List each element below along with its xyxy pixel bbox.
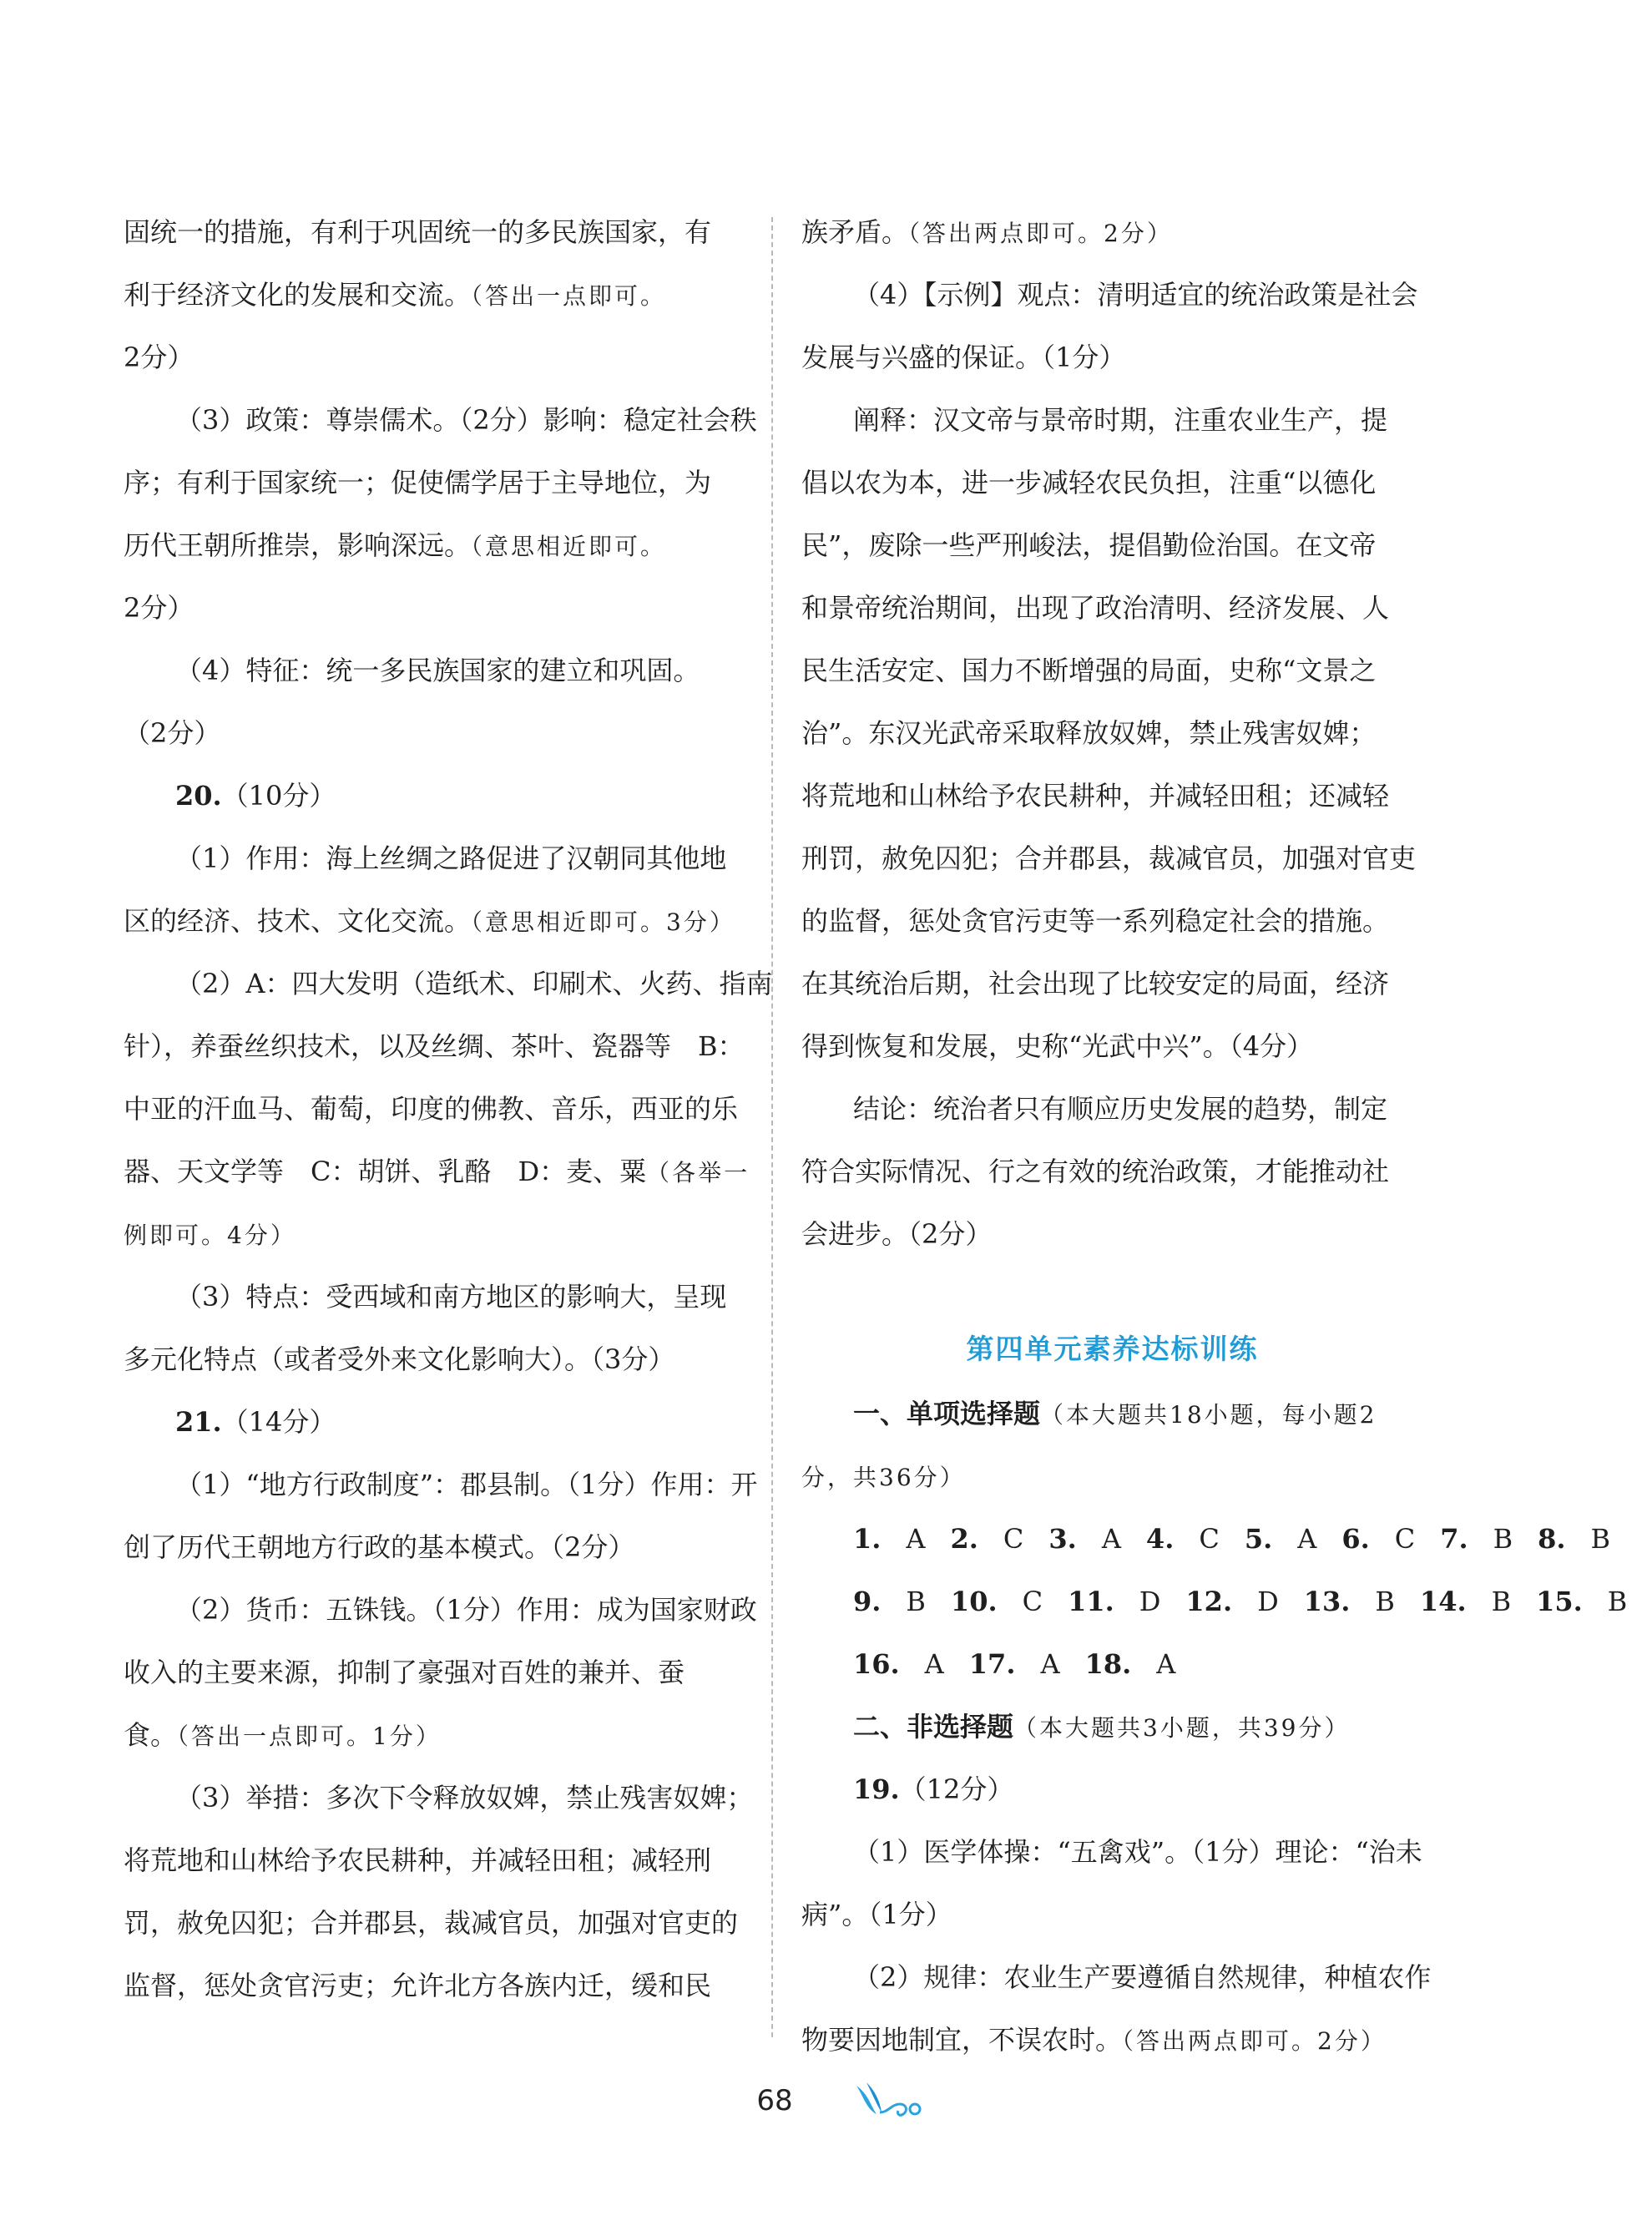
left_column-line — [124, 1585, 757, 1647]
answer-item — [1146, 1514, 1220, 1564]
left_column-line — [124, 959, 773, 1021]
answer-choice: B — [906, 1586, 926, 1617]
left_column-line — [124, 1647, 745, 1710]
answer-number: 18. — [1084, 1648, 1132, 1680]
part1-heading-bold: 一、单项选择题 — [853, 1398, 1041, 1429]
line-text: （1）“地方行政制度”：郡县制。（1分）作用：开 — [175, 1469, 758, 1500]
right_column_top-line — [801, 645, 1423, 708]
answer-number: 13. — [1303, 1586, 1351, 1617]
right_column_top-line — [801, 270, 1423, 332]
left_column-line — [124, 1021, 745, 1084]
line-text: 发展与兴盛的保证。（1分） — [801, 341, 1126, 373]
line-text: （1）作用：海上丝绸之路促进了汉朝同其他地 — [175, 842, 727, 874]
answer-choice: B — [1491, 1586, 1512, 1617]
line-text: 民生活安定、国力不断增强的局面，史称“文景之 — [801, 655, 1377, 686]
answer-item — [853, 1639, 944, 1689]
answer-item — [1304, 1576, 1395, 1626]
line-text: 得到恢复和发展，史称“光武中兴”。（4分） — [801, 1030, 1314, 1062]
answer-item — [1185, 1576, 1278, 1626]
answer-item — [951, 1576, 1043, 1626]
answer-item — [1245, 1514, 1317, 1564]
answer-item — [969, 1639, 1060, 1689]
right_column_bottom-line — [801, 1890, 1423, 1952]
answer-number: 4. — [1145, 1523, 1175, 1555]
answer-choice: C — [1199, 1523, 1220, 1555]
answer-number: 3. — [1048, 1523, 1077, 1555]
line-text: 结论：统治者只有顺应历史发展的趋势，制定 — [853, 1093, 1388, 1125]
line-text: （3）特点：受西域和南方地区的影响大，呈现 — [175, 1281, 727, 1313]
left_column-line — [124, 1522, 745, 1585]
left_column-line — [124, 1835, 745, 1898]
answer-choice: A — [1297, 1523, 1317, 1555]
answer-row — [801, 1639, 1423, 1702]
question-number: 20. — [175, 780, 222, 812]
right-column-top — [801, 207, 1423, 1272]
answer-item — [1048, 1514, 1121, 1564]
part1-heading-note: （本大题共18小题，每小题2 — [1040, 1401, 1377, 1429]
line-text: （2）A：四大发明（造纸术、印刷术、火药、指南 — [175, 968, 773, 999]
left_column-line — [124, 896, 745, 959]
left_column-line — [124, 771, 745, 833]
right_column_bottom-line — [801, 1764, 1423, 1827]
answer-item — [1085, 1639, 1176, 1689]
section-title: 第四单元素养达标训练 — [966, 1333, 1259, 1365]
line-text: （10分） — [221, 780, 336, 812]
answer-choice: B — [1590, 1523, 1611, 1555]
swirl-logo-icon — [851, 2079, 927, 2121]
answer-choice: B — [1493, 1523, 1513, 1555]
left_column-line — [124, 1773, 754, 1835]
right_column_bottom-line — [801, 2015, 1423, 2077]
answer-number: 8. — [1538, 1523, 1566, 1555]
left_column-line — [124, 1960, 745, 2023]
line-note: （答出一点即可。1分） — [177, 1723, 442, 1750]
line-text: 2分） — [124, 592, 195, 624]
right_column_top-line — [801, 395, 1423, 458]
answer-item — [1341, 1514, 1415, 1564]
line-text: （14分） — [221, 1406, 336, 1438]
line-text: 序；有利于国家统一；促使儒学居于主导地位，为 — [124, 467, 712, 498]
line-text: 利于经济文化的发展和交流。 — [124, 279, 472, 311]
left_column-line — [124, 1334, 745, 1397]
answer-choice: C — [1394, 1523, 1416, 1555]
left_column-line — [124, 1272, 745, 1334]
left_column-line — [124, 1084, 745, 1146]
question-number: 19. — [853, 1773, 900, 1805]
answer-number: 11. — [1068, 1586, 1114, 1617]
answer-choice: B — [1375, 1586, 1395, 1617]
answer-number: 17. — [968, 1648, 1016, 1680]
answer-number: 14. — [1419, 1586, 1467, 1617]
line-text: 阐释：汉文帝与景帝时期，注重农业生产，提 — [853, 404, 1388, 436]
page-number: 68 — [756, 2084, 793, 2117]
answer-row — [801, 1576, 1628, 1639]
part1-heading-cont — [801, 1451, 1423, 1514]
line-text: （2）规律：农业生产要遵循自然规律，种植农作 — [853, 1961, 1432, 1993]
left-column — [124, 207, 773, 2023]
line-text: （2分） — [124, 717, 221, 749]
line-text: 器、天文学等 C：胡饼、乳酪 D：麦、粟 — [124, 1156, 647, 1187]
left_column-line — [124, 270, 745, 332]
line-text: 的监督，惩处贪官污吏等一系列稳定社会的措施。 — [801, 905, 1390, 937]
line-text: 中亚的汗血马、葡萄，印度的佛教、音乐，西亚的乐 — [124, 1093, 739, 1125]
line-text: 病”。（1分） — [801, 1899, 952, 1930]
right_column_top-line — [801, 520, 1423, 583]
answer-item — [1440, 1514, 1513, 1564]
right_column_top-line — [801, 896, 1423, 959]
answer-number: 16. — [853, 1648, 900, 1680]
line-text: （3）政策：尊崇儒术。（2分）影响：稳定社会秩 — [175, 404, 757, 436]
line-text: 刑罚，赦免囚犯；合并郡县，裁减官员，加强对官吏 — [801, 842, 1417, 874]
left_column-line — [124, 1146, 750, 1209]
answer-item — [1420, 1576, 1511, 1626]
column-divider — [771, 217, 773, 2037]
line-text: 创了历代王朝地方行政的基本模式。（2分） — [124, 1531, 635, 1563]
answer-number: 9. — [853, 1586, 882, 1617]
line-text: （2）货币：五铢钱。（1分）作用：成为国家财政 — [175, 1594, 757, 1626]
answer-number: 10. — [950, 1586, 998, 1617]
left_column-line — [124, 583, 745, 645]
left_column-line — [124, 207, 745, 270]
right-column-bottom — [801, 1764, 1432, 2077]
right_column_bottom-line — [801, 1827, 1423, 1890]
left_column-line — [124, 645, 745, 708]
line-note: （意思相近即可。 — [471, 533, 667, 560]
line-note: （各举一 — [646, 1159, 750, 1186]
right_column_top-line — [801, 1146, 1423, 1209]
line-text: 多元化特点（或者受外来文化影响大）。（3分） — [124, 1343, 675, 1375]
line-text: 食。 — [124, 1719, 178, 1751]
answer-choice: A — [924, 1648, 944, 1680]
right_column_bottom-line — [801, 1952, 1432, 2015]
line-text: 2分） — [124, 341, 195, 373]
answer-number: 1. — [853, 1523, 882, 1555]
answer-row — [801, 1514, 1611, 1576]
line-text: 历代王朝所推崇，影响深远。 — [124, 529, 472, 561]
left_column-line — [124, 1209, 745, 1272]
right_column_top-line — [801, 1084, 1423, 1146]
answer-item — [1538, 1514, 1610, 1564]
answer-number: 2. — [950, 1523, 978, 1555]
part2-heading-note: （本大题共3小题，共39分） — [1013, 1714, 1351, 1742]
answer-number: 6. — [1341, 1523, 1370, 1555]
line-text: （3）举措：多次下令释放奴婢，禁止残害奴婢； — [175, 1782, 754, 1814]
answer-key — [801, 1514, 1628, 1702]
line-text: （12分） — [899, 1773, 1014, 1805]
line-text: 针），养蚕丝织技术，以及丝绸、茶叶、瓷器等 B： — [124, 1030, 745, 1062]
line-note: 例即可。4分） — [124, 1222, 296, 1249]
line-text: 在其统治后期，社会出现了比较安定的局面，经济 — [801, 968, 1390, 999]
answer-choice: A — [1156, 1648, 1176, 1680]
right_column_top-line — [801, 332, 1423, 395]
line-text: 监督，惩处贪官污吏；允许北方各族内迁，缓和民 — [124, 1970, 712, 2001]
right_column_top-line — [801, 708, 1423, 771]
answer-number: 12. — [1185, 1586, 1233, 1617]
answer-number: 15. — [1536, 1586, 1583, 1617]
line-text: 会进步。（2分） — [801, 1218, 993, 1250]
line-text: 民”，废除一些严刑峻法，提倡勤俭治国。在文帝 — [801, 529, 1377, 561]
line-text: 固统一的措施，有利于巩固统一的多民族国家，有 — [124, 216, 712, 248]
line-text: 和景帝统治期间，出现了政治清明、经济发展、人 — [801, 592, 1390, 624]
left_column-line — [124, 1460, 758, 1522]
answer-choice: A — [1040, 1648, 1060, 1680]
answer-choice: A — [1101, 1523, 1121, 1555]
answer-item — [1068, 1576, 1160, 1626]
line-text: 治”。东汉光武帝采取释放奴婢，禁止残害奴婢； — [801, 717, 1377, 749]
right_column_top-line — [801, 959, 1423, 1021]
part1-heading — [801, 1389, 1423, 1451]
answer-item — [853, 1576, 926, 1626]
answer-number: 7. — [1440, 1523, 1468, 1555]
right_column_top-line — [801, 207, 1423, 270]
part2-heading — [801, 1702, 1423, 1764]
line-text: （4）【示例】观点：清明适宜的统治政策是社会 — [853, 279, 1418, 311]
left_column-line — [124, 395, 757, 458]
line-text: 物要因地制宜，不误农时。 — [801, 2024, 1123, 2056]
left_column-line — [124, 833, 745, 896]
right_column_top-line — [801, 833, 1423, 896]
left_column-line — [124, 1710, 745, 1773]
answer-choice: A — [906, 1523, 926, 1555]
line-text: 罚，赦免囚犯；合并郡县，裁减官员，加强对官吏的 — [124, 1907, 739, 1939]
answer-choice: B — [1607, 1586, 1628, 1617]
left_column-line — [124, 1397, 745, 1460]
left_column-line — [124, 1898, 745, 1960]
line-note: （答出两点即可。2分） — [908, 220, 1173, 247]
line-note: （意思相近即可。3分） — [471, 908, 735, 936]
answer-item — [1536, 1576, 1627, 1626]
right_column_top-line — [801, 1209, 1423, 1272]
part1-heading-cont-text: 分，共36分） — [801, 1464, 966, 1491]
line-text: 符合实际情况、行之有效的统治政策，才能推动社 — [801, 1156, 1390, 1187]
answer-item — [853, 1514, 926, 1564]
right-column — [801, 207, 1628, 2077]
line-text: 收入的主要来源，抑制了豪强对百姓的兼并、蚕 — [124, 1657, 685, 1688]
line-text: （1）医学体操：“五禽戏”。（1分）理论：“治未 — [853, 1836, 1422, 1868]
question-number: 21. — [175, 1406, 222, 1438]
left_column-line — [124, 332, 745, 395]
right_column_top-line — [801, 583, 1423, 645]
right_column_top-line — [801, 1021, 1423, 1084]
answer-choice: D — [1257, 1586, 1279, 1617]
line-text: 区的经济、技术、文化交流。 — [124, 905, 472, 937]
line-text: （4）特征：统一多民族国家的建立和巩固。 — [175, 655, 700, 686]
line-text: 族矛盾。 — [801, 216, 909, 248]
answer-choice: D — [1139, 1586, 1161, 1617]
answer-choice: C — [1003, 1523, 1024, 1555]
right_column_top-line — [801, 458, 1423, 520]
right_column_top-line — [801, 771, 1423, 833]
left_column-line — [124, 708, 745, 771]
line-note: （答出一点即可。 — [471, 282, 667, 310]
part2-heading-bold: 二、非选择题 — [853, 1711, 1014, 1743]
line-text: 将荒地和山林给予农民耕种，并减轻田租；减轻刑 — [124, 1844, 712, 1876]
line-text: 倡以农为本，进一步减轻农民负担，注重“以德化 — [801, 467, 1377, 498]
left_column-line — [124, 520, 745, 583]
line-note: （答出两点即可。2分） — [1122, 2027, 1387, 2055]
answer-number: 5. — [1244, 1523, 1273, 1555]
answer-choice: C — [1022, 1586, 1043, 1617]
left_column-line — [124, 458, 745, 520]
answer-item — [951, 1514, 1024, 1564]
line-text: 将荒地和山林给予农民耕种，并减轻田租；还减轻 — [801, 780, 1390, 812]
